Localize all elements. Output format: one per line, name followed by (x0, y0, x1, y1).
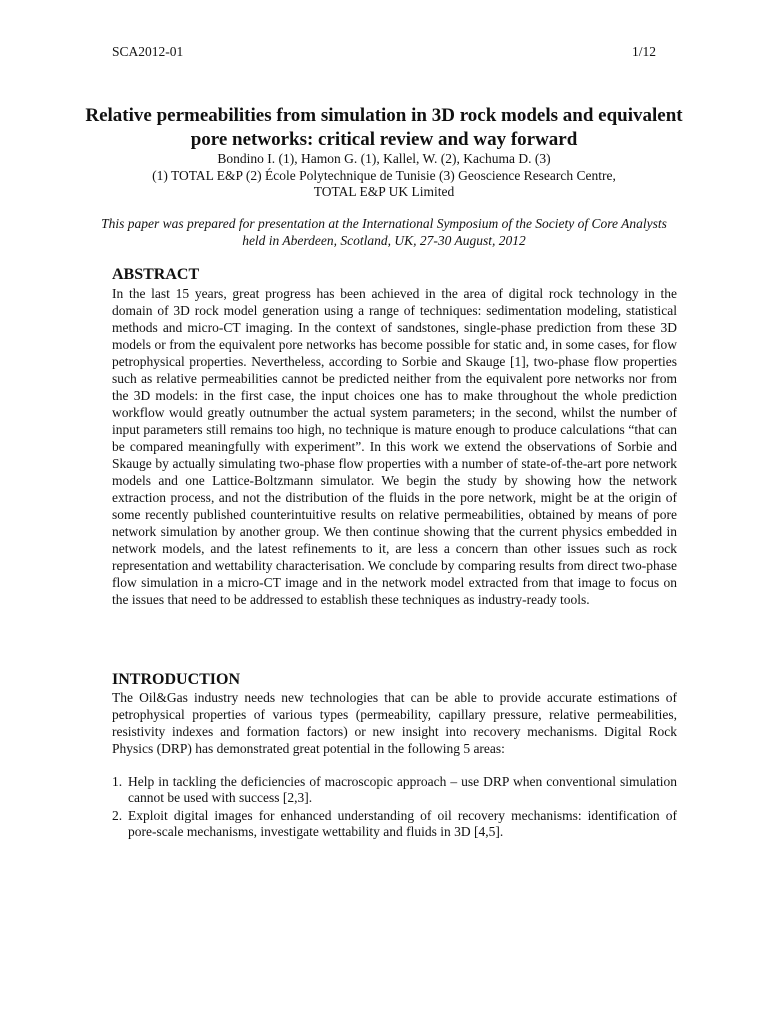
page-number: 1/12 (631, 44, 656, 59)
introduction-heading: INTRODUCTION (112, 671, 241, 688)
author-list: Bondino I. (1), Hamon G. (1), Kallel, W. (2), Kachuma D. (3) (217, 151, 551, 166)
list-item-number: 2. (112, 808, 123, 823)
list-item (112, 808, 677, 840)
affiliations-line-2: TOTAL E&P UK Limited (313, 184, 455, 199)
paper-title: Relative permeabilities from simulation in 3D rock models and equivalent pore networks: critical review and way forward (85, 105, 683, 150)
presentation-note: This paper was prepared for presentation at the International Symposium of the Society of Core Analysts held in Aberdeen, Scotland, UK, 27-30 August, 2012 (101, 216, 667, 248)
abstract-text: In the last 15 years, great progress has been achieved in the area of digital rock technology in the domain of 3D rock model generation using a range of techniques: sedimentation modeling, statistical methods and micro-CT imaging. In the context of sandstones, single-phase prediction from these 3D models or from the equivalent pore networks has become possible for static and, in some cases, for flow petrophysical properties. Nevertheless, according to Sorbie and Skauge [1], two-phase flow properties such as relative permeabilities cannot be predicted neither from the equivalent pore networks nor from the 3D models: in the first case, the input choices one has to make throughout the whole prediction workflow would greatly outnumber the actual system parameters; in the second, whilst the number of input parameters still remains too high, no technique is mature enough to produce calculations “that can be compared meaningfully with experiment”. In this work we extend the observations of Sorbie and Skauge by actually simulating two-phase flow properties with a number of state-of-the-art pore network models and one Lattice-Boltzmann simulator. We begin the study by showing how the network extraction process, and not the distribution of the fluids in the pore network, might be at the origin of some recently published counterintuitive results on relative permeabilities, obtained by means of pore network simulation by another group. We then continue showing that the current physics embedded in network models, and the latest refinements to it, are less a concern than other issues such as rock representation and wettability characterisation. We conclude by comparing results from direct two-phase flow simulation in a micro-CT image and in the network model extracted from that image to focus on the issues that need to be addressed to establish these techniques as industry-ready tools. (112, 286, 677, 607)
abstract-heading: ABSTRACT (112, 266, 200, 283)
list-item-number: 1. (112, 774, 123, 789)
introduction-text: The Oil&Gas industry needs new technologies that can be able to provide accurate estimations of petrophysical properties of various types (permeability, capillary pressure, relative permeabilities, resistivity indexes and formation factors) or new insight into recovery mechanisms. Digital Rock Physics (DRP) has demonstrated great potential in the following 5 areas: (112, 690, 677, 756)
list-item-text: Help in tackling the deficiencies of macroscopic approach – use DRP when conventional simulation cannot be used with success [2,3]. (128, 774, 677, 805)
list-item-text: Exploit digital images for enhanced understanding of oil recovery mechanisms: identification of pore-scale mechanisms, investigate wettability and fluids in 3D [4,5]. (128, 808, 677, 839)
paper-id: SCA2012-01 (112, 44, 184, 59)
areas-list (112, 774, 677, 842)
affiliations-line-1: (1) TOTAL E&P (2) École Polytechnique de Tunisie (3) Geoscience Research Centre, (152, 168, 616, 183)
list-item (112, 774, 677, 806)
